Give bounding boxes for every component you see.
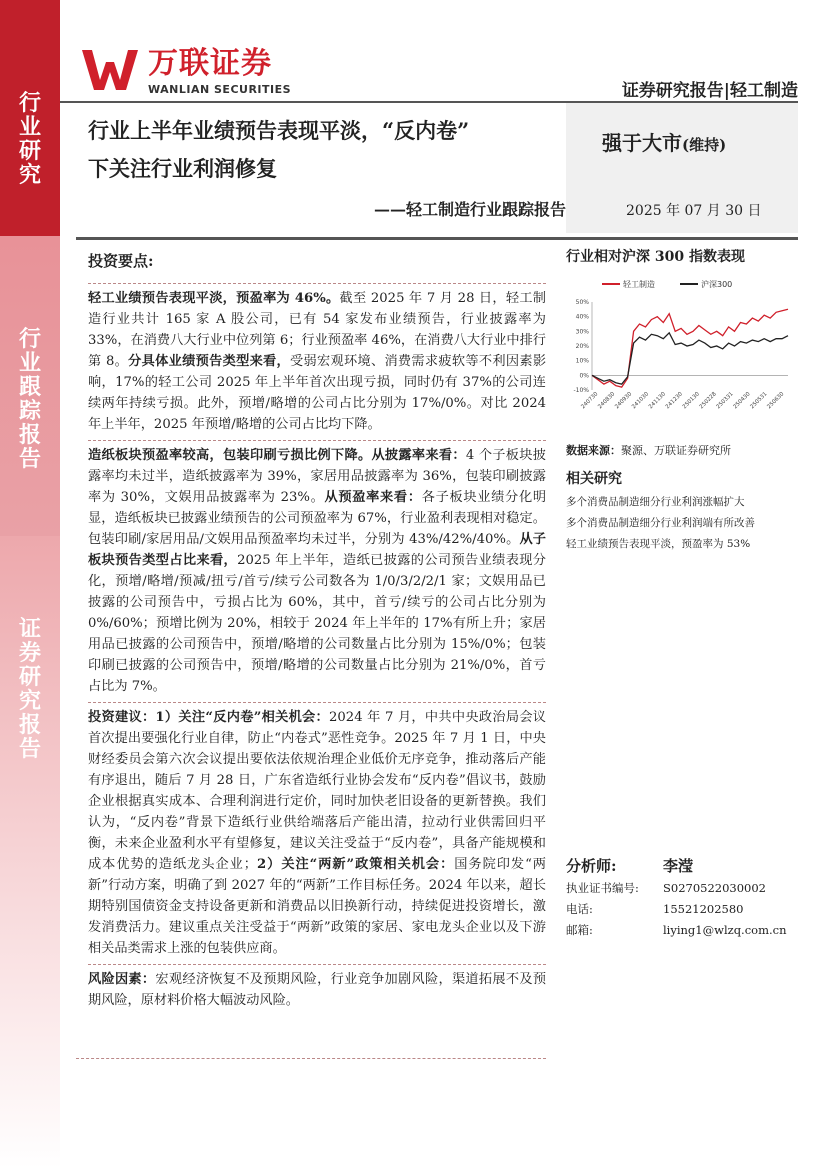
- y-tick-label: 30%: [575, 328, 589, 336]
- p3-bold2: 2）关注“两新”政策相关机会：: [257, 857, 455, 872]
- email-label: 邮箱:: [566, 923, 593, 937]
- p4-bold: 风险因素：: [88, 972, 156, 987]
- side-char: 报: [18, 713, 41, 738]
- analyst-name: 李滢: [663, 857, 694, 875]
- phone-label: 电话:: [566, 902, 593, 916]
- p3-bold: 投资建议：1）关注“反内卷”相关机会：: [88, 710, 330, 725]
- y-tick-label: 10%: [575, 357, 589, 365]
- y-tick-label: 50%: [575, 299, 589, 306]
- p1-bold2: 分具体业绩预告类型来看，: [128, 354, 291, 369]
- side-char: 业: [18, 115, 41, 140]
- email-row: [566, 920, 798, 941]
- paragraph-performance: [88, 288, 546, 435]
- p1-bold: 轻工业绩预告表现平淡，预盈率为 46%。: [88, 291, 340, 306]
- p2-text2: 各子板块业绩分化明显，造纸板块已披露业绩预告的公司预盈率为 67%，行业盈利表现相对稳定。包装印刷/家居用品/文娱用品预盈率均未过半，分别为 43%/42%/40%。: [88, 490, 547, 547]
- y-tick-label: 40%: [575, 313, 589, 321]
- side-char: 行: [18, 91, 41, 116]
- logo-chinese-name: 万联证券: [148, 46, 272, 81]
- side-char: 踪: [18, 399, 41, 424]
- rating-label: 强于大市: [602, 131, 682, 155]
- main-divider: [76, 237, 798, 240]
- license-row: [566, 878, 798, 899]
- side-char: 研: [18, 139, 41, 164]
- x-tick-label: 250130: [681, 391, 701, 411]
- x-tick-label: 240930: [614, 391, 634, 411]
- divider: [88, 702, 546, 703]
- y-tick-label: -10%: [573, 387, 589, 394]
- side-strip: [0, 0, 60, 1169]
- license-number: S0270522030002: [663, 881, 766, 895]
- bottom-divider: [76, 1058, 546, 1059]
- source-text: 聚源、万联证券研究所: [621, 444, 731, 457]
- side-char: 业: [18, 351, 41, 376]
- side-char: 行: [18, 327, 41, 352]
- report-title: [88, 112, 558, 188]
- investment-highlights: [88, 246, 546, 1011]
- x-tick-label: 241030: [631, 391, 651, 411]
- x-tick-label: 241130: [647, 391, 668, 411]
- p2-text3: 2025 年上半年，造纸已披露的公司预告业绩表现分化，预增/略增/预减/扭亏/首亏/续亏公司数各为 1/0/3/2/2/1 家；文娱用品已披露的公司预告中，亏损占比为 60%，其中，首亏/续亏的公司占比分别为 0%/60%；预增比例为 20%，相较于 2024 年上半年的 17%有所上升；家居用品已披露的公司预告中，预增/略增的公司数量占比分别为 15%/0%；包装印刷已披露的公司预告中，预增/略增的公司数量占比分别为 21%/0%，首亏占比为 7%。: [88, 553, 546, 694]
- email-address[interactable]: liying1@wlzq.com.cn: [663, 923, 787, 937]
- analyst-info: [566, 854, 798, 941]
- p4-text: 宏观经济恢复不及预期风险，行业竞争加剧风险，渠道拓展不及预期风险，原材料价格大幅波动风险。: [88, 972, 547, 1008]
- report-subtitle: ——轻工制造行业跟踪报告: [373, 200, 566, 219]
- side-char: 券: [18, 641, 41, 666]
- x-tick-label: 250228: [698, 391, 718, 411]
- x-tick-label: 250430: [732, 391, 752, 411]
- related-research-title: 相关研究: [566, 471, 622, 487]
- divider: [88, 440, 546, 441]
- chart-title: 行业相对沪深 300 指数表现: [566, 249, 745, 265]
- related-research-list: [566, 492, 801, 555]
- legend-label: 沪深300: [701, 280, 733, 289]
- related-item[interactable]: 轻工业绩预告表现平淡，预盈率为 53%: [566, 538, 751, 550]
- side-char: 告: [18, 737, 41, 762]
- x-tick-label: 250630: [766, 391, 786, 411]
- side-char: 告: [18, 447, 41, 472]
- side-char: 究: [18, 689, 41, 714]
- related-item[interactable]: 多个消费品制造细分行业利润端有所改善: [566, 517, 755, 529]
- side-char: 跟: [18, 375, 41, 400]
- license-label: 执业证书编号:: [566, 881, 639, 895]
- section-title: 投资要点:: [88, 252, 154, 270]
- series-line-2: [592, 333, 788, 384]
- side-char: 报: [18, 423, 41, 448]
- x-tick-label: 250331: [715, 391, 735, 411]
- industry-rating: [602, 127, 726, 156]
- related-item[interactable]: 多个消费品制造细分行业利润涨幅扩大: [566, 496, 745, 508]
- p2-bold2: 从预盈率来看：: [324, 490, 422, 505]
- rating-note: (维持): [682, 136, 727, 154]
- x-tick-label: 241230: [664, 391, 684, 411]
- side-char: 研: [18, 665, 41, 690]
- logo-mark-icon: [80, 46, 142, 92]
- divider: [88, 283, 546, 284]
- y-tick-label: 0%: [579, 372, 589, 380]
- divider: [88, 964, 546, 965]
- y-tick-label: 20%: [575, 343, 589, 350]
- p1-text2: 受弱宏观环境、消费需求疲软等不利因素影响，17%的轻工公司 2025 年上半年首次出现亏损，同时仍有 37%的公司连续两年持续亏损。此外，预增/略增的公司占比分别为 17%/0%。对比 2024 年上半年，2025 年预增/略增的公司占比均下降。: [88, 354, 547, 432]
- side-tag-industry-research: [0, 92, 60, 188]
- paragraph-investment-advice: [88, 707, 546, 959]
- paragraph-subsectors: [88, 445, 546, 697]
- report-date: 2025 年 07 月 30 日: [626, 203, 762, 219]
- rating-panel: [566, 103, 798, 233]
- side-tag-tracking-report: [0, 328, 60, 472]
- side-tag-securities-report: [0, 618, 60, 762]
- p2-bold: 造纸板块预盈率较高，包装印刷亏损比例下降。从披露率来看：: [88, 448, 466, 463]
- logo-english-name: WANLIAN SECURITIES: [148, 83, 292, 96]
- title-line-2: 下关注行业利润修复: [88, 156, 277, 181]
- phone-row: [566, 899, 798, 920]
- relative-performance-chart: [566, 272, 796, 432]
- paragraph-risk: [88, 969, 546, 1011]
- analyst-row: [566, 854, 798, 878]
- source-label: 数据来源：: [566, 444, 621, 457]
- p1-text: 截至 2025 年 7 月 28 日，轻工制造行业共计 165 家 A 股公司，已有 54 家发布业绩预告，行业披露率为 33%，在消费八大行业中位列第 6；行业预盈率 46%，在消费八大行业中排行第 8。: [88, 291, 546, 369]
- legend-label: 轻工制造: [623, 280, 655, 289]
- side-char: 究: [18, 163, 41, 188]
- data-source: [566, 442, 731, 458]
- company-logo: [80, 46, 320, 98]
- chart-svg: [566, 272, 796, 432]
- x-tick-label: 240730: [580, 391, 600, 411]
- p2-text: 4 个子板块披露率均未过半，造纸披露率为 39%，家居用品披露率为 36%，包装印刷披露率为 30%，文娱用品披露率为 23%。: [88, 448, 546, 505]
- side-char: 证: [18, 617, 41, 642]
- p3-text2: 国务院印发“两新”行动方案，明确了到 2027 年的“两新”工作目标任务。2024 年以来，超长期特别国债资金支持设备更新和消费品以旧换新行动，持续促进投资增长，激发消费活力。建议重点关注受益于“两新”政策的家居、家电龙头企业以及下游相关品类需求上涨的包装供应商。: [88, 857, 546, 956]
- x-tick-label: 240830: [597, 391, 617, 411]
- phone-number: 15521202580: [663, 902, 744, 916]
- x-tick-label: 250531: [749, 391, 769, 411]
- title-line-1: 行业上半年业绩预告表现平淡，“反内卷”: [88, 118, 470, 143]
- p3-text: 2024 年 7 月，中共中央政治局会议首次提出要强化行业自律，防止“内卷式”恶性竞争。2025 年 7 月 1 日，中央财经委员会第六次会议提出要依法依规治理企业低价无序竞争，推动落后产能有序退出，随后 7 月 28 日，广东省造纸行业协会发布“反内卷”倡议书，鼓励企业根据真实成本、合理利润进行定价，同时加快老旧设备的更新替换。我们认为，“反内卷”背景下造纸行业供给端落后产能出清，拉动行业供需回归平衡，未来企业盈利水平有望修复，建议关注受益于“反内卷”，具备产能规模和成本优势的造纸龙头企业；: [88, 710, 546, 872]
- analyst-label: 分析师:: [566, 857, 617, 875]
- p2-bold3: 从子板块预告类型占比来看，: [88, 532, 546, 568]
- report-type: 证券研究报告|轻工制造: [621, 81, 798, 101]
